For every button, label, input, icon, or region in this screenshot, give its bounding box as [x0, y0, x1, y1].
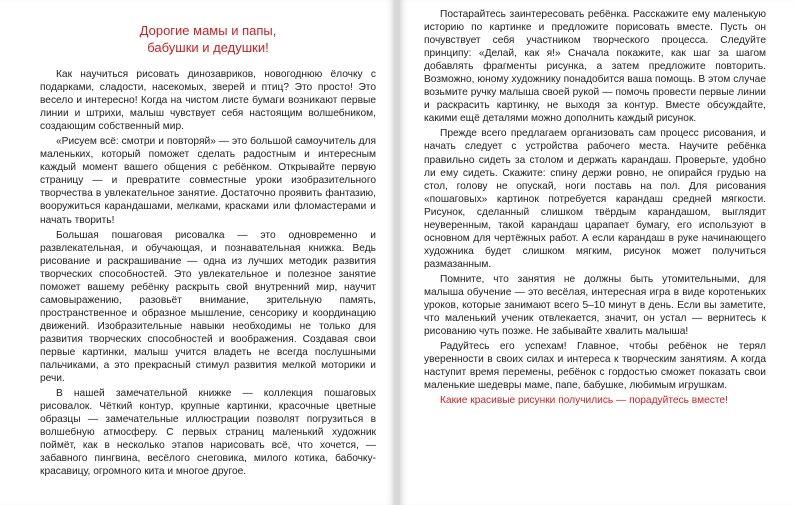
title-line-2: бабушки и дедушки! — [147, 40, 269, 55]
closing-line: Какие красивые рисунки получились — порадуйтесь вместе! — [440, 395, 728, 407]
paragraph: Большая пошаговая рисовалка — это одновременно и развлекательная, и обучающая, и познавательная книжка. Ведь рисование и раскрашивание — одна из лучших методик развития творческих способностей. Это увлекательное и полезное занятие поможет вашему ребёнку раскрыть свой внутренний мир, научит самовыражению, разовьёт внимание, зрительную память, пространственное и образное мышление, сенсорику и координацию движений. Изобразительные навыки необходимы не только для развития творческих способностей и воображения. Создавая свои первые картинки, малыш учится владеть не всегда послушными пальчиками, а это прекрасный стимул развития мелкой моторики и речи. — [40, 229, 376, 385]
left-page-content — [40, 12, 376, 480]
paragraph: В нашей замечательной книжке — коллекция пошаговых рисовалок. Чёткий контур, крупные картинки, красочные цветные образцы — замечательные иллюстрации позволят погрузиться в волшебную атмосферу. С первых страниц маленький художник поймёт, как в несколько этапов нарисовать всё, что хочется, — забавного пингвина, весёлого снеговика, милого котика, бабочку-красавицу, огромного кита и многое другое. — [40, 388, 376, 478]
paragraph: Помните, что занятия не должны быть утомительными, для малыша обучение — это весёлая, интересная игра в виде коротеньких уроков, которые занимают всего 5–10 минут в день. Если вы заметите, что маленький ученик отвлекается, значит, он устал — вернитесь к рисованию чуть позже. Не забывайте хвалить малыша! — [424, 273, 766, 338]
page-title — [40, 22, 376, 56]
paragraph: «Рисуем всё: смотри и повторяй» — это большой самоучитель для маленьких, который поможет сделать радостным и интересным каждый момент вашего общения с ребёнком. Открывайте первую страницу — и превратите совместные уроки изобразительного творчества в увлекательное занятие. Достаточно проявить фантазию, вооружиться карандашами, мелками, красками или фломастерами и начать творить! — [40, 136, 376, 226]
paragraph: Прежде всего предлагаем организовать сам процесс рисования, и начать следует с устройства рабочего места. Научите ребёнка правильно сидеть за столом и держать карандаш. Проверьте, удобно ли ему сидеть. Скажите: спину держи ровно, не опирайся грудью на стол, голову не опускай, ноги поставь на пол. Для рисования «пошаговых» картинок потребуется карандаш средней мягкости. Рисунок, сделанный слишком твёрдым карандашом, выглядит неуверенным, такой карандаш царапает бумагу, его используют в основном для чертёжных работ. А если карандаш в руке начинающего художника будет слишком мягким, рисунок может получиться размазанным. — [424, 128, 766, 270]
title-line-1: Дорогие мамы и папы, — [139, 23, 277, 38]
paragraph: Как научиться рисовать динозавриков, новогоднюю ёлочку с подарками, сладости, насекомых, зверей и птиц? Это просто! Это весело и интересно! Когда на чистом листе бумаги возникают первые линии и штрихи, малыш чувствует себя настоящим волшебником, создающим собственный мир. — [40, 69, 376, 133]
right-page-content — [424, 8, 766, 409]
paragraph: Радуйтесь его успехам! Главное, чтобы ребёнок не терял уверенности в своих силах и интереса к творческим занятиям. А когда наступит время перемены, ребёнок с гордостью сможет показать свои маленькие шедевры маме, папе, бабушке, любимым игрушкам. — [424, 341, 766, 392]
left-page — [0, 0, 394, 505]
right-page — [400, 0, 794, 505]
paragraph: Постарайтесь заинтересовать ребёнка. Расскажите ему маленькую историю по картинке и предложите порисовать вместе. Пусть он почувствует себя участником творческого процесса. Следуйте принципу: «Делай, как я!» Сначала покажите, как шаг за шагом добавлять фрагменты рисунка, а затем предложите повторить. Возможно, юному художнику понадобится ваша помощь. В этом случае возьмите ручку малыша своей рукой — помочь провести первые линии и раскрасить картинку, не выходя за контур. Вместе обсуждайте, какими ещё деталями можно дополнить каждый рисунок. — [424, 9, 766, 125]
